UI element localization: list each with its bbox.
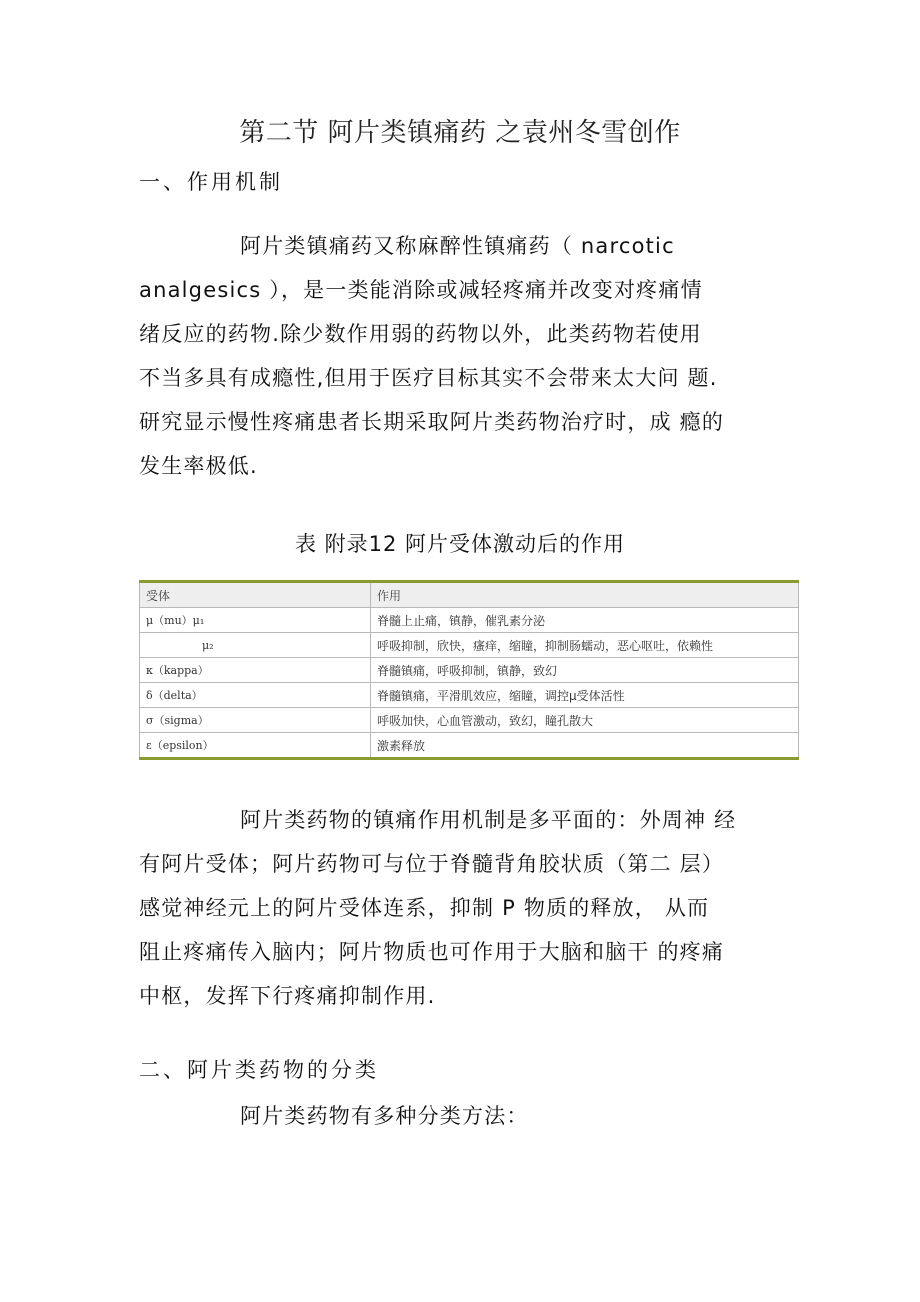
receptor-cell: σ（sigma） bbox=[140, 708, 371, 733]
receptor-table bbox=[139, 580, 799, 760]
table-caption: 表 附录12 阿片受体激动后的作用 bbox=[294, 532, 626, 556]
paragraph-line: 研究显示慢性疼痛患者长期采取阿片类药物治疗时，成 瘾的 bbox=[139, 410, 725, 434]
effect-cell: 呼吸抑制，欣快，瘙痒，缩瞳，抑制肠蠕动，恶心呕吐，依赖性 bbox=[371, 633, 799, 658]
table-row bbox=[140, 683, 799, 708]
effect-cell: 脊髓上止痛，镇静，催乳素分泌 bbox=[371, 608, 799, 633]
paragraph-line: 不当多具有成瘾性,但用于医疗目标其实不会带来太大问 题. bbox=[139, 366, 718, 390]
header-receptor: 受体 bbox=[140, 582, 371, 608]
receptor-cell: κ（kappa） bbox=[140, 658, 371, 683]
effect-cell: 激素释放 bbox=[371, 733, 799, 759]
paragraph-line: 绪反应的药物.除少数作用弱的药物以外，此类药物若使用 bbox=[139, 322, 702, 346]
paragraph-line: 阿片类药物的镇痛作用机制是多平面的：外周神 经 bbox=[240, 808, 737, 832]
paragraph-line: 阿片类镇痛药又称麻醉性镇痛药（ narcotic bbox=[240, 234, 675, 258]
table-row bbox=[140, 708, 799, 733]
page-title: 第二节 阿片类镇痛药 之袁州冬雪创作 bbox=[239, 118, 681, 148]
receptor-cell: μ₂ bbox=[140, 633, 371, 658]
effect-cell: 脊髓镇痛，平滑肌效应，缩瞳，调控μ受体活性 bbox=[371, 683, 799, 708]
receptor-cell: μ（mu）μ₁ bbox=[140, 608, 371, 633]
section-2-heading: 二、阿片类药物的分类 bbox=[139, 1058, 379, 1082]
table-header-row bbox=[140, 582, 799, 608]
receptor-cell: δ（delta） bbox=[140, 683, 371, 708]
table-row bbox=[140, 733, 799, 759]
paragraph-line: 阿片类药物有多种分类方法： bbox=[240, 1104, 529, 1128]
header-effect: 作用 bbox=[371, 582, 799, 608]
mechanism-paragraph bbox=[139, 798, 789, 1018]
section-1-paragraph bbox=[139, 224, 789, 488]
paragraph-line: 感觉神经元上的阿片受体连系，抑制 P 物质的释放， 从而 bbox=[139, 896, 710, 920]
paragraph-line: 阻止疼痛传入脑内；阿片物质也可作用于大脑和脑干 的疼痛 bbox=[139, 940, 725, 964]
section-1-heading: 一、作用机制 bbox=[139, 170, 283, 194]
table-row bbox=[140, 608, 799, 633]
paragraph-line: analgesics ），是一类能消除或减轻疼痛并改变对疼痛情 bbox=[139, 278, 703, 302]
table-row bbox=[140, 658, 799, 683]
section-2-paragraph bbox=[139, 1094, 789, 1138]
paragraph-line: 发生率极低. bbox=[139, 454, 258, 478]
effect-cell: 脊髓镇痛，呼吸抑制，镇静，致幻 bbox=[371, 658, 799, 683]
receptor-cell: ε（epsilon） bbox=[140, 733, 371, 759]
paragraph-line: 中枢，发挥下行疼痛抑制作用. bbox=[139, 984, 436, 1008]
paragraph-line: 有阿片受体；阿片药物可与位于脊髓背角胶状质（第二 层） bbox=[139, 852, 725, 876]
table-row bbox=[140, 633, 799, 658]
effect-cell: 呼吸加快，心血管激动，致幻，瞳孔散大 bbox=[371, 708, 799, 733]
